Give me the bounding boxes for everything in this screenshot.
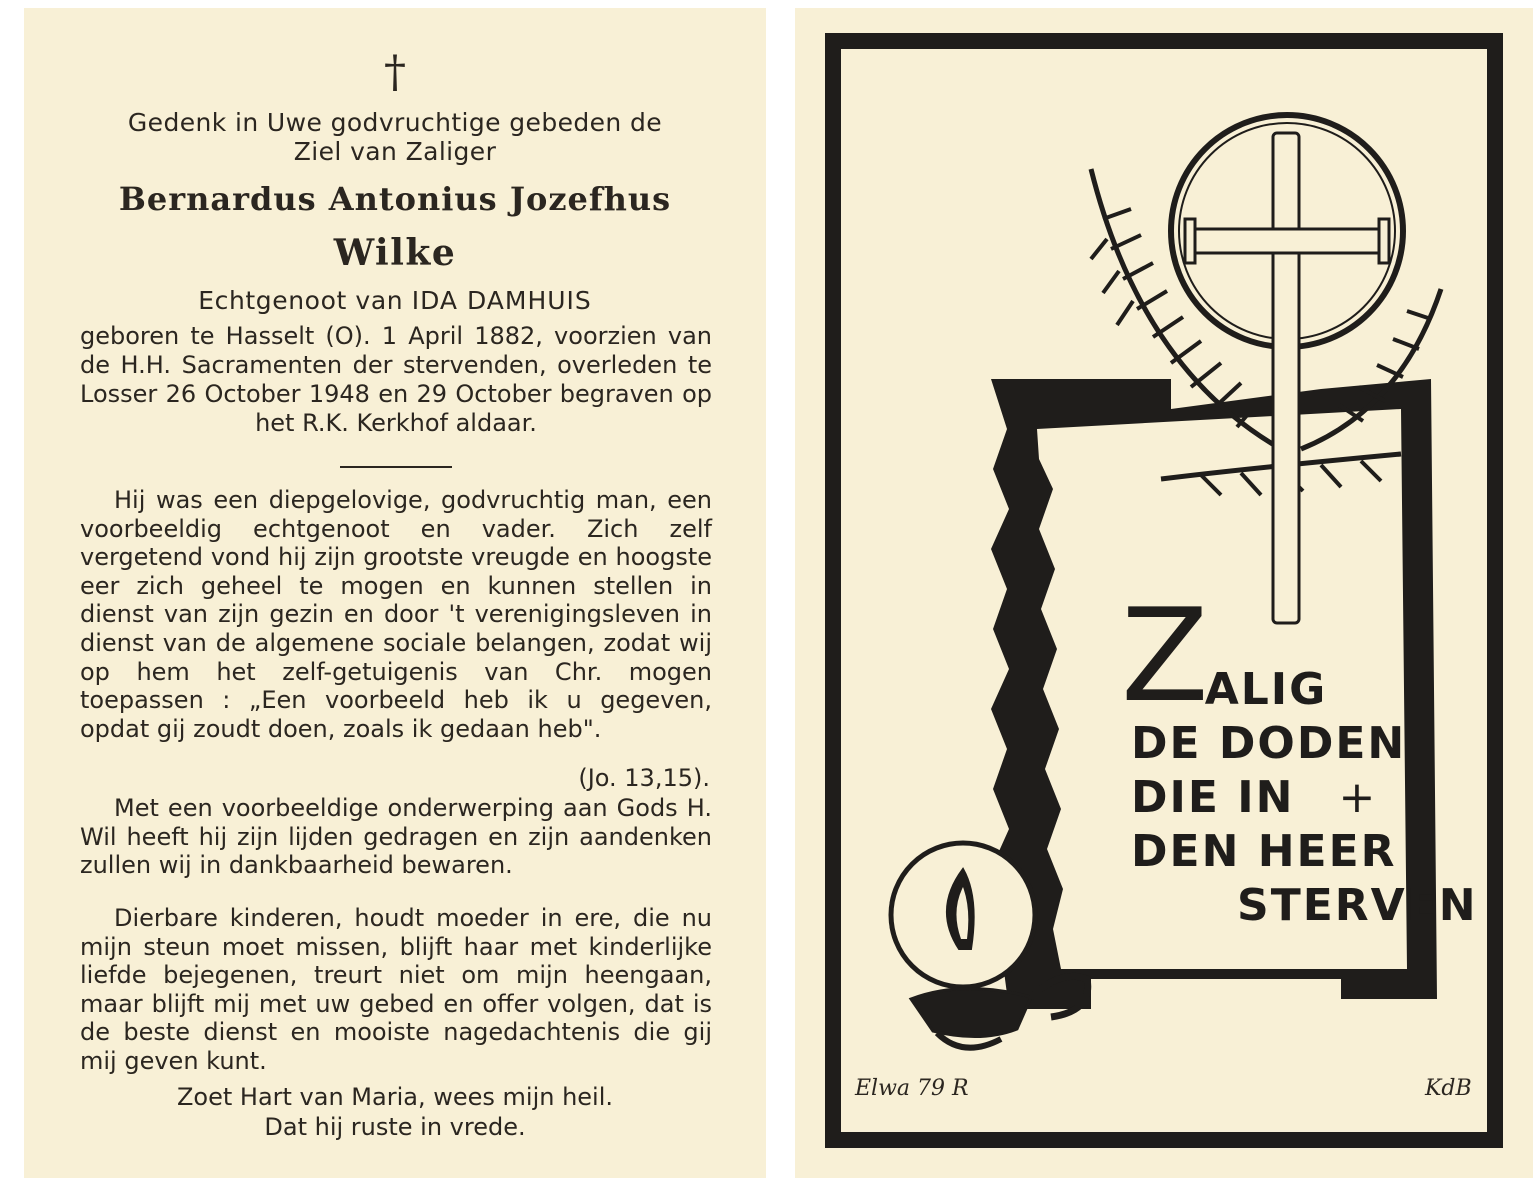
spouse-name: IDA DAMHUIS [411, 286, 592, 315]
birth-death-text: geboren te Hasselt (O). 1 April 1882, voorzien van de H.H. Sacramenten der stervenden, overleden te Losser 26 October 1948 en 29 October begraven op het R.K. Kerkhof aldaar. [80, 322, 712, 437]
spouse-prefix: Echtgenoot van [198, 286, 404, 315]
intro-line-2: Ziel van Zaliger [293, 137, 497, 166]
submission-paragraph: Met een voorbeeldige onderwerping aan Gods H. Wil heeft hij zijn lijden gedragen en zijn aandenken zullen wij in dankbaarheid bewaren. [80, 794, 712, 880]
closing-line-2: Dat hij ruste in vrede. [264, 1113, 526, 1141]
motto-line-5: STERVEN [1237, 880, 1478, 931]
motto-line-1: ZALIG [1121, 582, 1328, 731]
deceased-first-names: Bernardus Antonius Jozefhus [118, 180, 672, 218]
cross-icon: † [384, 47, 406, 98]
deceased-surname: Wilke [333, 232, 457, 274]
closing-prayer [24, 1082, 766, 1142]
intro-text [24, 108, 766, 166]
spouse-line [24, 286, 766, 315]
publisher-mark: Elwa 79 R [855, 1076, 969, 1101]
closing-line-1: Zoet Hart van Maria, wees mijn heil. [176, 1083, 614, 1111]
divider-line [340, 466, 452, 468]
motto-initial: Z [1121, 582, 1211, 731]
scripture-reference: (Jo. 13,15). [578, 764, 710, 792]
intro-line-1: Gedenk in Uwe godvruchtige gebeden de [127, 108, 663, 137]
memorial-text-card [24, 8, 766, 1178]
motto-line-4: DEN HEER [1131, 826, 1397, 877]
illustration-card [795, 8, 1533, 1178]
motto-text [1121, 582, 1478, 933]
motto-line-3: DIE IN + [1131, 772, 1378, 823]
children-paragraph: Dierbare kinderen, houdt moeder in ere, die nu mijn steun moet missen, blijft haar met kinderlijke liefde bejegenen, treurt niet om mijn heengaan, maar blijft mij met uw gebed en offer volgen, dat is de beste dienst en mooiste nagedachtenis die gij mij geven kunt. [80, 904, 712, 1075]
biography-paragraph: Hij was een diepgelovige, godvruchtig man, een voorbeeldig echtgenoot en vader. Zich zelf vergetend vond hij zijn grootste vreugde en hoogste eer zich geheel te mogen en kunnen stellen in dienst van zijn gezin en door 't verenigingsleven in dienst van de algemene sociale belangen, zodat wij op hem het zelf-getuigenis van Chr. mogen toepassen : „Een voorbeeld heb ik u gegeven, opdat gij zoudt doen, zoals ik gedaan heb". [80, 486, 712, 743]
artist-signature: KdB [1425, 1076, 1472, 1101]
black-frame [825, 33, 1503, 1148]
motto-line-2: DE DODEN [1131, 718, 1407, 769]
small-cross-icon: + [1338, 772, 1378, 823]
